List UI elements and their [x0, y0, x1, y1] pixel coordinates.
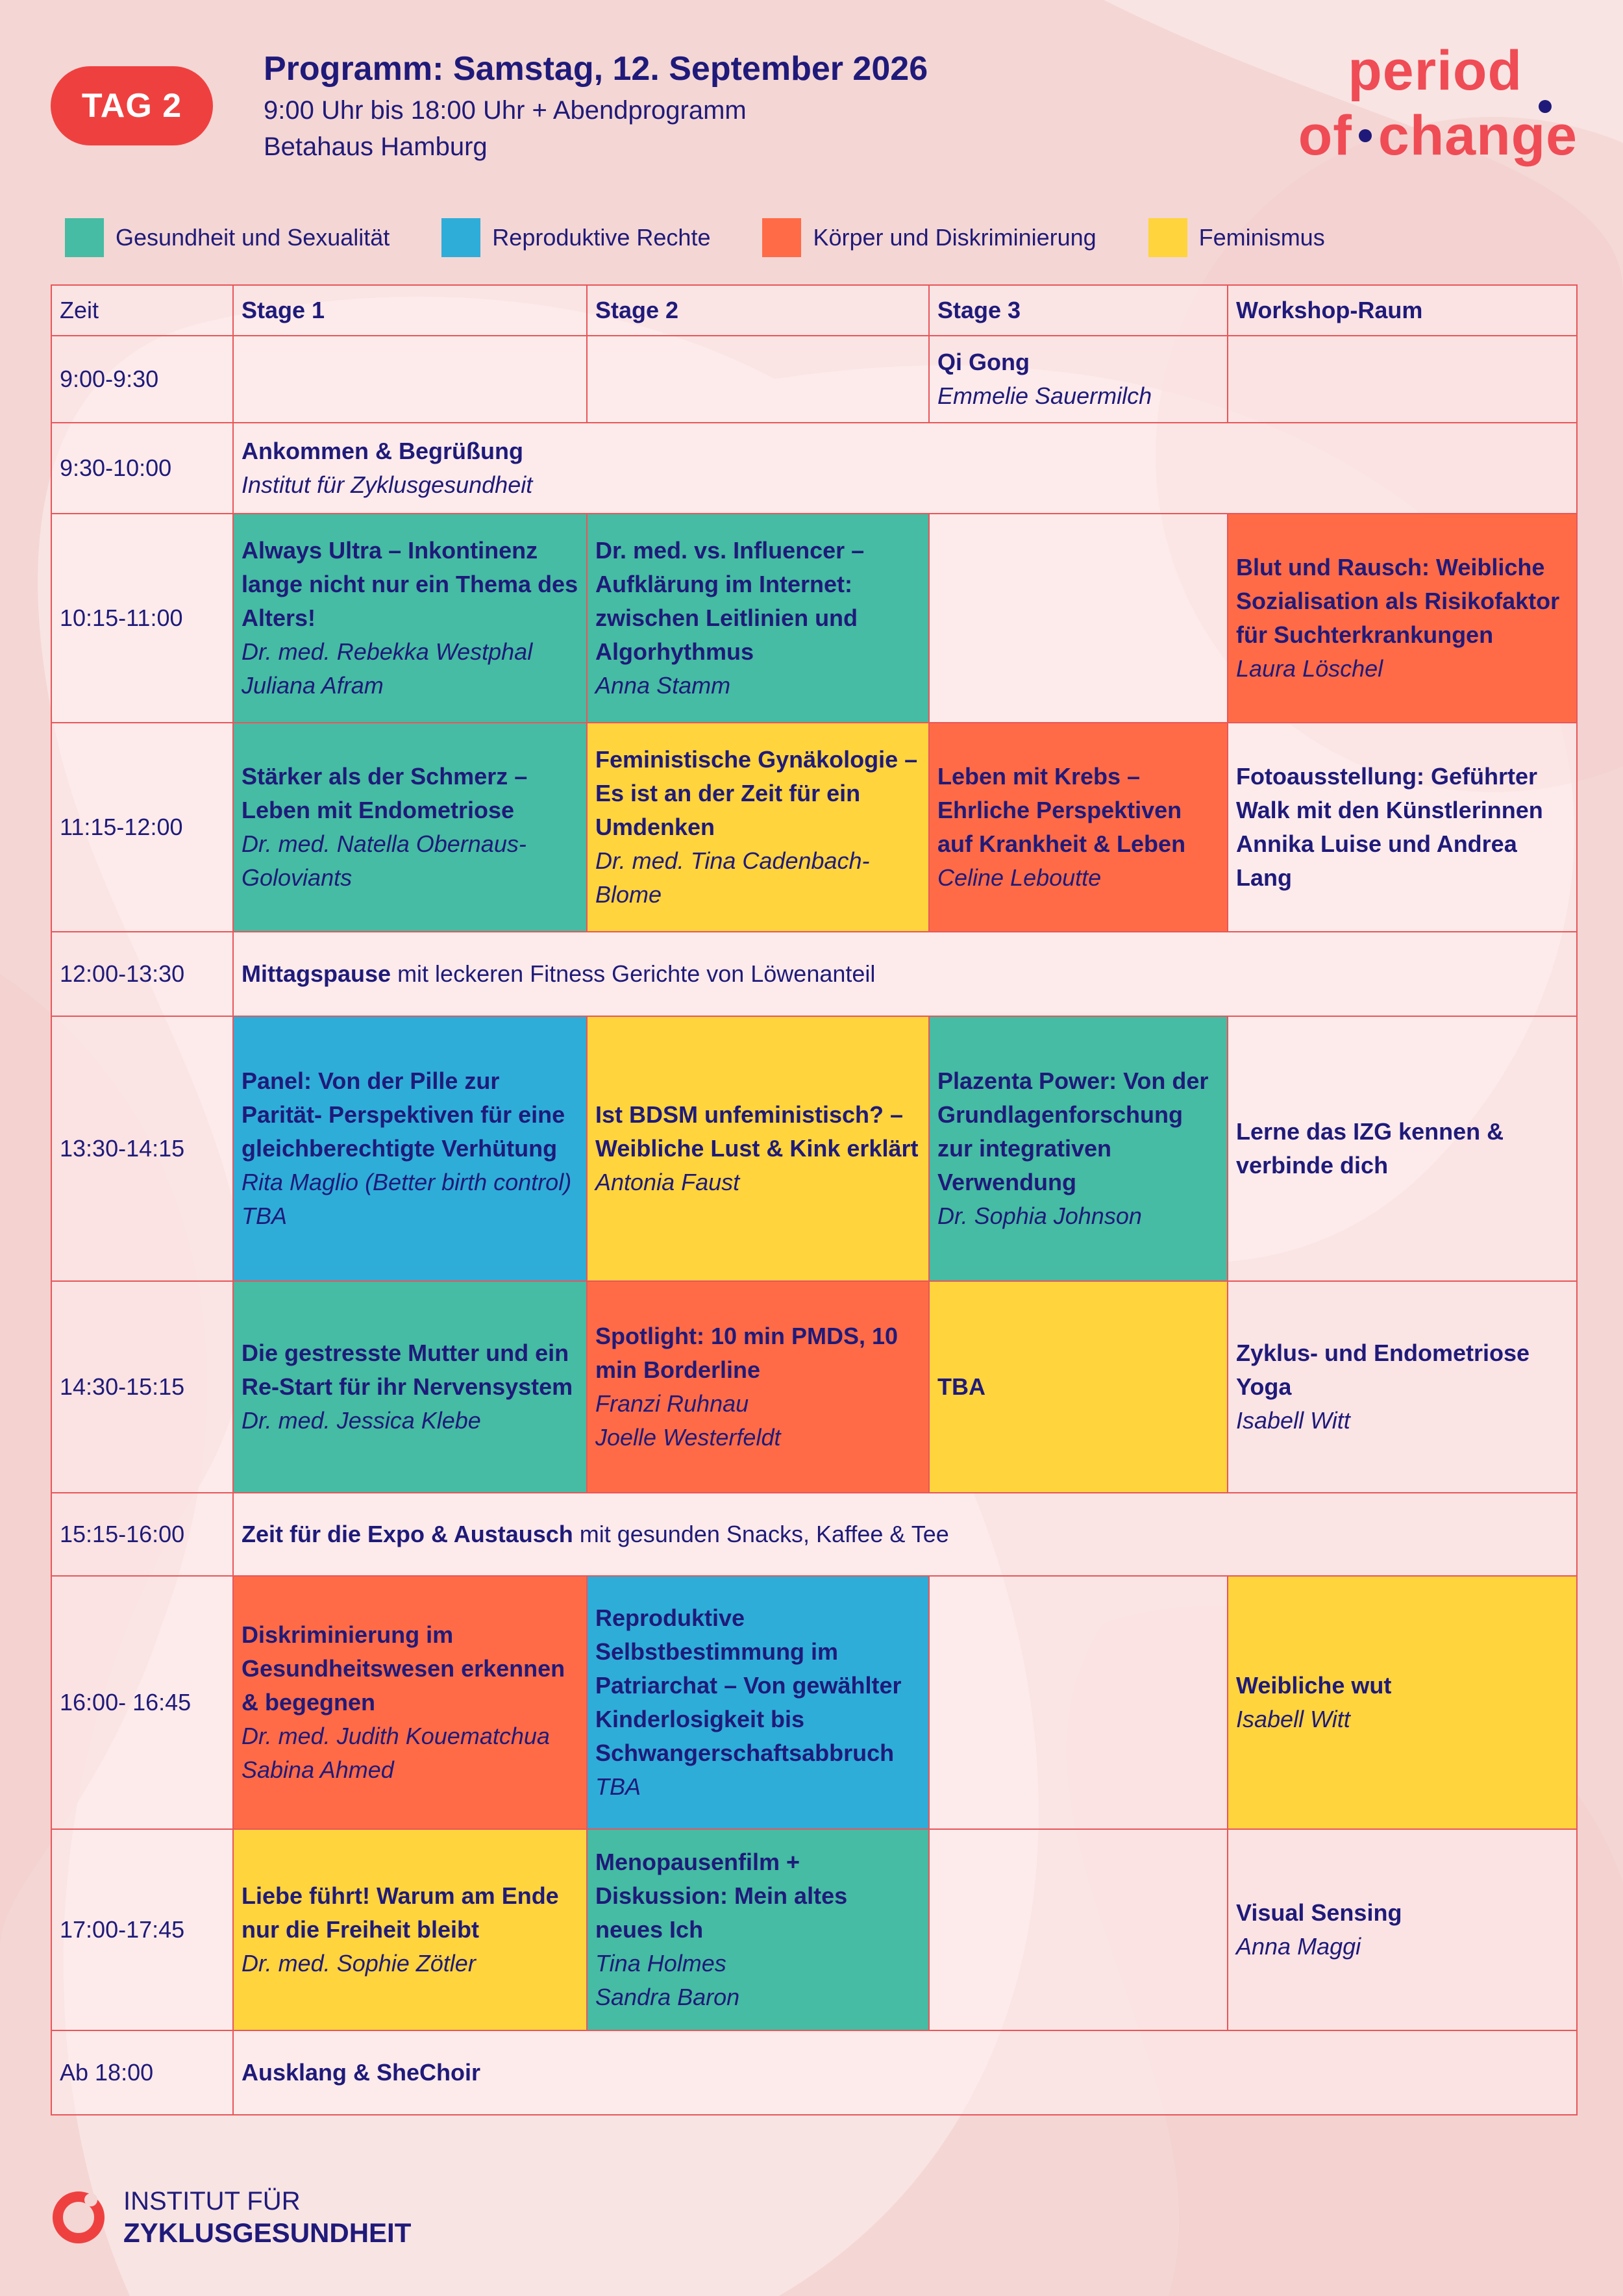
- session-title: Menopausenfilm + Diskussion: Mein altes neues Ich: [595, 1849, 848, 1943]
- event-venue: Betahaus Hamburg: [264, 132, 488, 161]
- session-title: Leben mit Krebs – Ehrliche Perspektiven auf Krankheit & Leben: [937, 763, 1186, 857]
- table-row: [51, 514, 1577, 723]
- session-cell: [929, 1281, 1228, 1493]
- session-title: Qi Gong: [937, 349, 1030, 375]
- time-cell: 9:00-9:30: [51, 336, 233, 423]
- full-width-session: [233, 2030, 1577, 2115]
- legend-item: [65, 218, 390, 257]
- session-cell: [587, 723, 929, 932]
- time-cell: 13:30-14:15: [51, 1016, 233, 1281]
- column-header-stage-2: Stage 2: [587, 285, 929, 336]
- empty-cell: [587, 336, 929, 423]
- legend-label: Körper und Diskriminierung: [813, 224, 1096, 251]
- empty-cell: [929, 1576, 1228, 1829]
- session-title: Spotlight: 10 min PMDS, 10 min Borderline: [595, 1323, 898, 1383]
- session-title: Fotoausstellung: Geführter Walk mit den Künstlerinnen Annika Luise und Andrea Lang: [1236, 763, 1543, 891]
- session-cell: [233, 1016, 587, 1281]
- time-cell: 14:30-15:15: [51, 1281, 233, 1493]
- session-speaker: Tina Holmes: [595, 1950, 726, 1977]
- time-cell: 11:15-12:00: [51, 723, 233, 932]
- session-speaker: Dr. med. Rebekka Westphal: [242, 638, 533, 665]
- time-cell: 10:15-11:00: [51, 514, 233, 723]
- session-speaker: Dr. med. Judith Kouematchua: [242, 1723, 550, 1749]
- legend-item: [762, 218, 1096, 257]
- session-cell: [929, 1016, 1228, 1281]
- session-cell: [233, 514, 587, 723]
- session-speaker: TBA: [242, 1203, 288, 1229]
- session-cell: [587, 514, 929, 723]
- session-speaker: Rita Maglio (Better birth control): [242, 1169, 572, 1195]
- session-title: Ausklang & SheChoir: [242, 2059, 481, 2086]
- table-row: [51, 1281, 1577, 1493]
- legend-swatch-green: [65, 218, 104, 257]
- session-speaker: Sandra Baron: [595, 1984, 740, 2010]
- session-title: Blut und Rausch: Weibliche Sozialisation als Risikofaktor für Suchterkrankungen: [1236, 554, 1560, 648]
- session-speaker: Dr. med. Sophie Zötler: [242, 1950, 476, 1977]
- session-speaker: Isabell Witt: [1236, 1706, 1350, 1732]
- institute-name-line1: INSTITUT FÜR: [123, 2187, 301, 2215]
- legend-swatch-orange: [762, 218, 801, 257]
- table-row: [51, 336, 1577, 423]
- time-cell: 16:00- 16:45: [51, 1576, 233, 1829]
- session-cell: [587, 1576, 929, 1829]
- session-cell: [587, 1016, 929, 1281]
- session-speaker: Isabell Witt: [1236, 1407, 1350, 1434]
- session-speaker: Dr. Sophia Johnson: [937, 1203, 1142, 1229]
- logo-word-period: period: [1348, 40, 1522, 102]
- session-title: Plazenta Power: Von der Grundlagenforschung zur integrativen Verwendung: [937, 1067, 1209, 1195]
- table-row: [51, 1493, 1577, 1576]
- session-title: Stärker als der Schmerz – Leben mit Endometriose: [242, 763, 528, 823]
- session-cell: [233, 1576, 587, 1829]
- time-cell: 15:15-16:00: [51, 1493, 233, 1576]
- session-title: Zeit für die Expo & Austausch: [242, 1521, 573, 1547]
- table-row: [51, 1829, 1577, 2030]
- legend-label: Gesundheit und Sexualität: [116, 224, 390, 251]
- table-row: [51, 1016, 1577, 1281]
- session-title: Lerne das IZG kennen & verbinde dich: [1236, 1118, 1504, 1179]
- legend-swatch-yellow: [1148, 218, 1187, 257]
- session-cell: [233, 723, 587, 932]
- session-speaker: Juliana Afram: [242, 672, 384, 699]
- table-row: [51, 2030, 1577, 2115]
- table-header-row: [51, 285, 1577, 336]
- full-width-session: [233, 932, 1577, 1016]
- session-description: mit leckeren Fitness Gerichte von Löwenanteil: [397, 960, 876, 987]
- session-cell: [1228, 1016, 1577, 1281]
- session-cell: [233, 1829, 587, 2030]
- session-description: mit gesunden Snacks, Kaffee & Tee: [579, 1521, 949, 1547]
- session-title: Die gestresste Mutter und ein Re-Start für ihr Nervensystem: [242, 1340, 573, 1400]
- logo-word-change: change: [1378, 105, 1578, 167]
- page-title: Programm: Samstag, 12. September 2026: [264, 50, 928, 88]
- time-cell: Ab 18:00: [51, 2030, 233, 2115]
- category-legend: [65, 218, 1377, 257]
- session-title: Mittagspause: [242, 960, 391, 987]
- session-title: Weibliche wut: [1236, 1672, 1392, 1699]
- session-cell: [1228, 723, 1577, 932]
- legend-swatch-blue: [441, 218, 480, 257]
- column-header-stage-3: Stage 3: [929, 285, 1228, 336]
- session-speaker: Institut für Zyklusgesundheit: [242, 471, 533, 498]
- legend-item: [441, 218, 710, 257]
- session-speaker: Celine Leboutte: [937, 864, 1102, 891]
- table-row: [51, 723, 1577, 932]
- session-cell: [587, 1281, 929, 1493]
- session-cell: [233, 1281, 587, 1493]
- logo-word-of: of: [1298, 105, 1352, 167]
- session-title: Liebe führt! Warum am Ende nur die Freiheit bleibt: [242, 1882, 559, 1943]
- time-cell: 12:00-13:30: [51, 932, 233, 1016]
- institute-logo: [51, 2182, 411, 2253]
- institute-ring-icon: [51, 2190, 106, 2245]
- logo-dot-icon: [1359, 129, 1372, 142]
- empty-cell: [929, 514, 1228, 723]
- session-speaker: Sabina Ahmed: [242, 1756, 394, 1783]
- empty-cell: [233, 336, 587, 423]
- legend-label: Reproduktive Rechte: [492, 224, 711, 251]
- session-speaker: Franzi Ruhnau: [595, 1390, 749, 1417]
- day-badge: TAG 2: [51, 66, 213, 145]
- session-cell: [929, 336, 1228, 423]
- session-speaker: Anna Stamm: [595, 672, 731, 699]
- session-title: Dr. med. vs. Influencer – Aufklärung im Internet: zwischen Leitlinien und Algorhythmus: [595, 537, 865, 665]
- session-title: Ist BDSM unfeministisch? – Weibliche Lust & Kink erklärt: [595, 1101, 919, 1162]
- session-title: Reproduktive Selbstbestimmung im Patriarchat – Von gewählter Kinderlosigkeit bis Schwangerschaftsabbruch: [595, 1604, 902, 1766]
- session-speaker: Laura Löschel: [1236, 655, 1383, 682]
- session-speaker: Dr. med. Natella Obernaus-Goloviants: [242, 830, 527, 891]
- time-cell: 9:30-10:00: [51, 423, 233, 514]
- column-header-time: Zeit: [51, 285, 233, 336]
- legend-item: [1148, 218, 1325, 257]
- session-cell: [1228, 514, 1577, 723]
- session-title: Feministische Gynäkologie – Es ist an der Zeit für ein Umdenken: [595, 746, 918, 840]
- session-title: Visual Sensing: [1236, 1899, 1402, 1926]
- empty-cell: [1228, 336, 1577, 423]
- column-header-workshop: Workshop-Raum: [1228, 285, 1577, 336]
- full-width-session: [233, 1493, 1577, 1576]
- column-header-stage-1: Stage 1: [233, 285, 587, 336]
- session-cell: [587, 1829, 929, 2030]
- table-row: [51, 423, 1577, 514]
- session-title: TBA: [937, 1373, 985, 1400]
- session-speaker: Dr. med. Tina Cadenbach-Blome: [595, 847, 870, 908]
- session-cell: [1228, 1281, 1577, 1493]
- session-title: Panel: Von der Pille zur Parität- Perspektiven für eine gleichberechtigte Verhütung: [242, 1067, 565, 1162]
- session-speaker: Joelle Westerfeldt: [595, 1424, 781, 1451]
- event-time: 9:00 Uhr bis 18:00 Uhr + Abendprogramm: [264, 96, 747, 125]
- session-title: Ankommen & Begrüßung: [242, 438, 524, 464]
- session-speaker: Dr. med. Jessica Klebe: [242, 1407, 481, 1434]
- session-cell: [1228, 1829, 1577, 2030]
- session-title: Diskriminierung im Gesundheitswesen erkennen & begegnen: [242, 1621, 565, 1716]
- session-speaker: Antonia Faust: [595, 1169, 740, 1195]
- session-speaker: TBA: [595, 1773, 641, 1800]
- table-row: [51, 932, 1577, 1016]
- session-speaker: Anna Maggi: [1236, 1933, 1361, 1960]
- full-width-session: [233, 423, 1577, 514]
- period-of-change-logo: [1272, 39, 1578, 175]
- table-row: [51, 1576, 1577, 1829]
- session-speaker: Emmelie Sauermilch: [937, 382, 1152, 409]
- institute-name-line2: ZYKLUSGESUNDHEIT: [123, 2217, 412, 2248]
- session-cell: [1228, 1576, 1577, 1829]
- schedule-table: [51, 284, 1578, 2115]
- legend-label: Feminismus: [1198, 224, 1325, 251]
- session-cell: [929, 723, 1228, 932]
- session-title: Always Ultra – Inkontinenz lange nicht nur ein Thema des Alters!: [242, 537, 578, 631]
- time-cell: 17:00-17:45: [51, 1829, 233, 2030]
- session-title: Zyklus- und Endometriose Yoga: [1236, 1340, 1530, 1400]
- empty-cell: [929, 1829, 1228, 2030]
